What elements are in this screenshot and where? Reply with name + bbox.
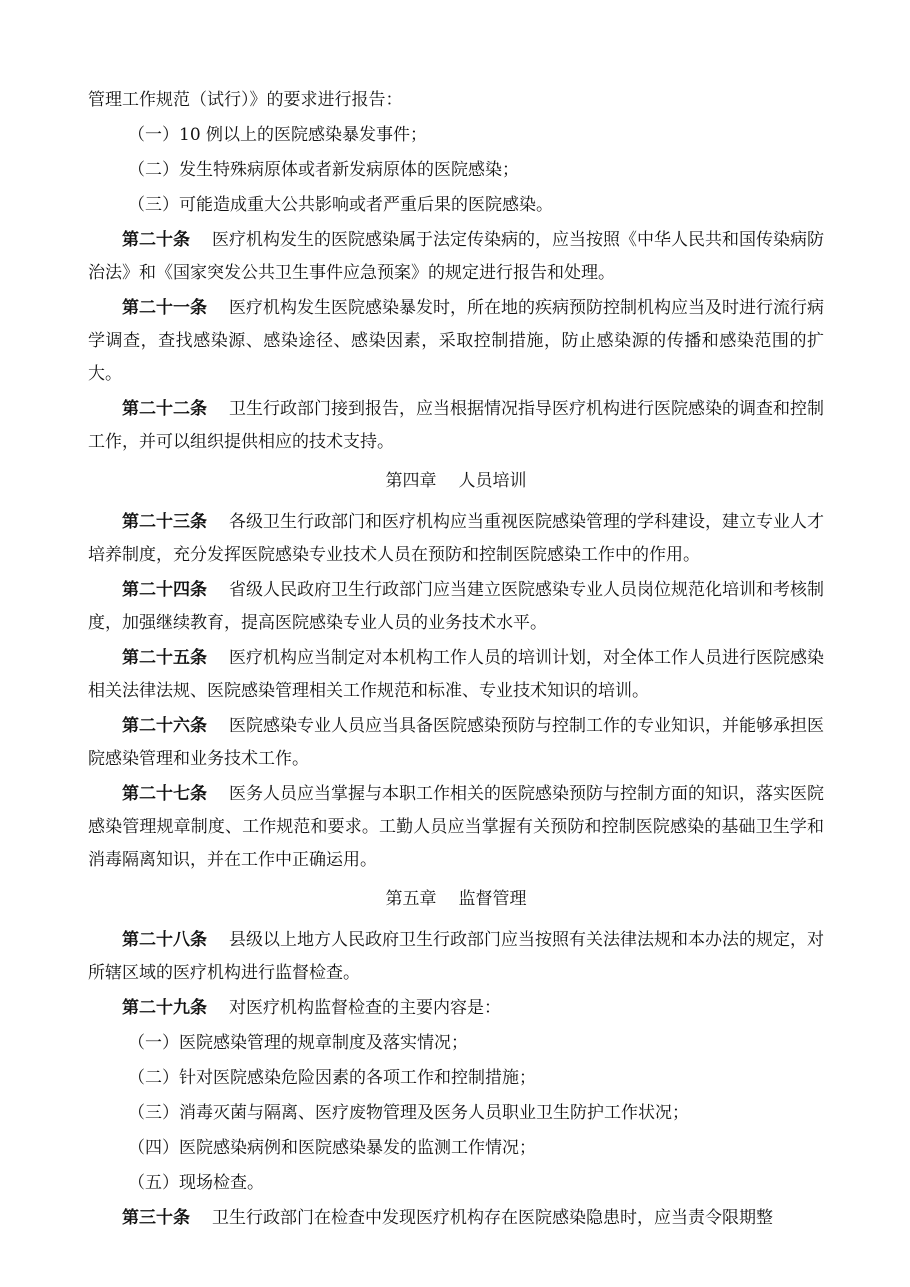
list-item-prefix: （一） (128, 125, 179, 145)
article-27 (88, 778, 824, 877)
list-item: （三）可能造成重大公共影响或者严重后果的医院感染。 (128, 195, 553, 215)
list-item: （三）消毒灭菌与隔离、医疗废物管理及医务人员职业卫生防护工作状况； (128, 1103, 689, 1123)
article-text: 医务人员应当掌握与本职工作相关的医院感染预防与控制方面的知识，落实医院感染管理规章制度、工作规范和要求。工勤人员应当掌握有关预防和控制医院感染的基础卫生学和消毒隔离知识，并在工作中正确运用。 (88, 784, 824, 870)
list-item: （一）医院感染管理的规章制度及落实情况； (128, 1033, 468, 1053)
article-text: 医院感染专业人员应当具备医院感染预防与控制工作的专业知识，并能够承担医院感染管理和业务技术工作。 (88, 716, 824, 769)
article-label: 第三十条 (122, 1208, 190, 1228)
list-item: （四）医院感染病例和医院感染暴发的监测工作情况； (128, 1138, 536, 1158)
article-label: 第二十二条 (122, 399, 207, 419)
article-text: 卫生行政部门接到报告，应当根据情况指导医疗机构进行医院感染的调查和控制工作，并可以组织提供相应的技术支持。 (88, 399, 824, 452)
article-28 (88, 924, 824, 990)
article-24 (88, 574, 824, 640)
list-item-number: 10 (179, 125, 201, 145)
article-label: 第二十五条 (122, 648, 207, 668)
list-item: （二）针对医院感染危险因素的各项工作和控制措施； (128, 1068, 536, 1088)
article-label: 第二十七条 (122, 784, 207, 804)
article-label: 第二十四条 (122, 580, 207, 600)
chapter-heading-4 (88, 465, 824, 498)
article-label: 第二十一条 (122, 298, 207, 318)
article-21 (88, 292, 824, 391)
article-text: 省级人民政府卫生行政部门应当建立医院感染专业人员岗位规范化培训和考核制度，加强继续教育，提高医院感染专业人员的业务技术水平。 (88, 580, 824, 633)
article-text: 县级以上地方人民政府卫生行政部门应当按照有关法律法规和本办法的规定，对所辖区域的医疗机构进行监督检查。 (88, 930, 824, 983)
chapter-number: 第四章 (385, 471, 437, 491)
chapter-title: 监督管理 (458, 889, 527, 909)
article-label: 第二十九条 (122, 998, 207, 1018)
article-23 (88, 506, 824, 572)
article-label: 第二十八条 (122, 930, 207, 950)
chapter-number: 第五章 (385, 889, 437, 909)
document-page (88, 84, 824, 1237)
list-item (88, 119, 824, 152)
article-text: 卫生行政部门在检查中发现医疗机构存在医院感染隐患时，应当责令限期整 (212, 1208, 773, 1228)
list-item: （五）现场检查。 (128, 1173, 264, 1193)
article-25 (88, 642, 824, 708)
chapter-heading-5 (88, 883, 824, 916)
article-29 (88, 992, 824, 1025)
chapter-title: 人员培训 (458, 471, 527, 491)
article-26 (88, 710, 824, 776)
article-label: 第二十三条 (122, 512, 207, 532)
article-text: 医疗机构发生医院感染暴发时，所在地的疾病预防控制机构应当及时进行流行病学调查，查找感染源、感染途径、感染因素，采取控制措施，防止感染源的传播和感染范围的扩大。 (88, 298, 824, 384)
article-20 (88, 224, 824, 290)
article-text: 各级卫生行政部门和医疗机构应当重视医院感染管理的学科建设，建立专业人才培养制度，充分发挥医院感染专业技术人员在预防和控制医院感染工作中的作用。 (88, 512, 824, 565)
list-item: （二）发生特殊病原体或者新发病原体的医院感染； (128, 160, 519, 180)
article-30 (88, 1202, 824, 1235)
article-22 (88, 393, 824, 459)
article-text: 医疗机构发生的医院感染属于法定传染病的，应当按照《中华人民共和国传染病防治法》和《国家突发公共卫生事件应急预案》的规定进行报告和处理。 (88, 230, 824, 283)
article-label: 第二十条 (122, 230, 190, 250)
article-text: 对医疗机构监督检查的主要内容是： (229, 998, 501, 1018)
article-label: 第二十六条 (122, 716, 207, 736)
article-text: 医疗机构应当制定对本机构工作人员的培训计划，对全体工作人员进行医院感染相关法律法规、医院感染管理相关工作规范和标准、专业技术知识的培训。 (88, 648, 824, 701)
paragraph-continuation: 管理工作规范（试行）》的要求进行报告： (88, 90, 403, 110)
list-item-text: 例以上的医院感染暴发事件； (200, 125, 428, 145)
